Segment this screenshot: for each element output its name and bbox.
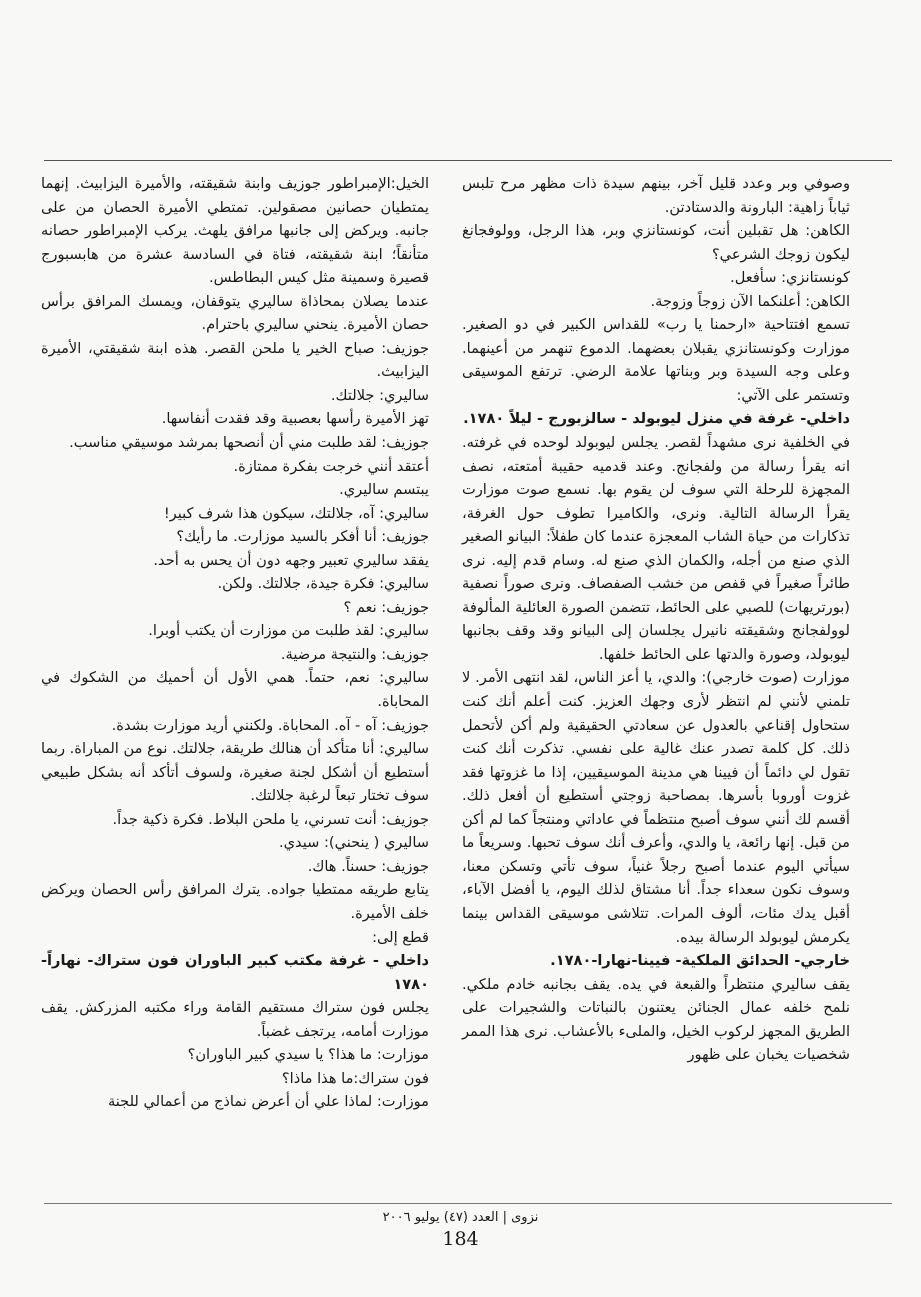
paragraph: تهز الأميرة رأسها بعصبية وقد فقدت أنفاسها. <box>161 410 429 428</box>
paragraph: يجلس فون ستراك مستقيم القامة وراء مكتبه المزركش. يقف موزارت أمامه، يرتجف غضباً. <box>41 999 429 1040</box>
paragraph: عندما يصلان بمحاذاة ساليري يتوقفان، ويمسك المرافق برأس حصان الأميرة. ينحني ساليري باحترام. <box>41 292 429 334</box>
paragraph: فون ستراك:ما هذا ماذا؟ <box>281 1069 429 1087</box>
paragraph: ساليري: لقد طلبت من موزارت أن يكتب أوبرا. <box>148 622 429 640</box>
paragraph: جوزيف: أنا أفكر بالسيد موزارت. ما رأيك؟ <box>176 528 429 546</box>
header-rule <box>44 160 892 161</box>
scene-heading: داخلي- غرفة في منزل ليوبولد - سالزبورج - ليلاً ١٧٨٠. <box>463 410 850 428</box>
paragraph: جوزيف: لقد طلبت مني أن أنصحها بمرشد موسيقي مناسب. <box>69 434 429 452</box>
paragraph: وصوفي وبر وعدد قليل آخر، بينهم سيدة ذات مظهر مرح تلبس ثياباً زاهية: البارونة والدستادتن. <box>462 175 850 216</box>
paragraph: جوزيف: صباح الخير يا ملحن القصر. هذه ابنة شقيقتي، الأميرة اليزابيث. <box>41 339 429 381</box>
paragraph: ساليري ( ينحني): سيدي. <box>278 834 429 852</box>
paragraph: جوزيف: أنت تسرني، يا ملحن البلاط. فكرة ذكية جداً. <box>112 810 429 828</box>
paragraph: الخيل:الإمبراطور جوزيف وابنة شقيقته، والأميرة اليزابيث. إنهما يمتطيان حصانين مصقولين. تمتطي الأميرة الحصان من على جانبه. ويركض إلى جانبها مرافق يلهث. يركب الإمبراطور حصانه متأنقاً؛ ابنة شقيقته، فتاة في السادسة عشرة من هابسبورج قصيرة وسمينة مثل كيس البطاطس. <box>41 175 429 287</box>
paragraph: يفقد ساليري تعبير وجهه دون أن يحس به أحد. <box>153 551 429 569</box>
paragraph: تسمع افتتاحية «ارحمنا يا رب» للقداس الكبير في دو الصغير. موزارت وكونستانزي يقبلان بعضهما. الدموع تنهمر من أعينهما. وعلى وجه السيدة وبر وبناتها علامة الرضي. ترتفع الموسيقى وتستمر على الآتي: <box>462 316 850 404</box>
paragraph: يقف ساليري منتظراً والقبعة في يده. يقف بجانبه خادم ملكي. نلمح خلفه عمال الجنائن يعتنون بالنباتات والشجيرات على الطريق المجهز لركوب الخيل، والملىء بالأعشاب. نرى هذا الممر شخصيات يخبان على ظهور <box>462 975 850 1064</box>
paragraph: ساليري: آه، جلالتك، سيكون هذا شرف كبير! <box>163 504 429 522</box>
paragraph: كونستانزي: سأفعل. <box>730 269 850 287</box>
paragraph: في الخلفية نرى مشهداً لقصر. يجلس ليوبولد لوحده في غرفته. انه يقرأ رسالة من ولفجانج. وعند قدميه حقيبة أمتعته، نصف المجهزة للرحلة التي سوف لن يقوم بها. نسمع صوت موزارت يقرأ الرسالة التالية. ونرى، والكاميرا تطوف حول الغرفة، تذكارات من حياة الشاب المعجزة عندما كان طفلاً: البيانو الصغير الذي صنع من أجله، والكمان الذي صنع له. وسام قدم إليه. نرى طائراً صغيراً في قفص من خشب الصفصاف. ونرى صوراً نصفية (بورتريهات) للصبي على الحائط، تتضمن الصورة العائلية المألوفة لوولفجانج وشقيقته نانيرل يجلسان إلى البيانو وقد وقف بجانبها ليوبولد، وصورة والدتها على الحائط خلفها. <box>462 434 850 663</box>
paragraph: قطع إلى: <box>372 928 429 946</box>
page-number: 184 <box>442 1228 479 1250</box>
paragraph: ساليري: فكرة جيدة، جلالتك. ولكن. <box>217 575 429 593</box>
issue-line: نزوى | العدد (٤٧) يوليو ٢٠٠٦ <box>382 1210 539 1225</box>
paragraph: جوزيف: نعم ؟ <box>343 598 429 616</box>
paragraph: ساليري: جلالتك. <box>330 386 429 404</box>
paragraph: موزارت: ما هذا؟ يا سيدي كبير الباوران؟ <box>187 1046 429 1064</box>
paragraph: الكاهن: هل تقبلين أنت، كونستانزي وبر، هذا الرجل، وولوفجانغ ليكون زوجك الشرعي؟ <box>462 222 850 263</box>
paragraph: موزارت (صوت خارجي): والدي، يا أعز الناس، لقد انتهى الأمر. لا تلمني لأنني لم انتظر لأرى وجهك العزيز. كنت أعلم أنك كنت ستحاول إقناعي بالعدول عن سعادتي الحقيقية ولم أكن لأتحمل ذلك. كل كلمة تصدر عنك غالية على نفسي. تذكرت أنك كنت تقول لي دائماً أن فيينا هي مدينة الموسيقيين، إذا ما غزوتها فقد غزوت أوروبا بأسرها. بمصاحبة زوجتي أستطيع أن أفعل ذلك. أقسم لك أنني سوف أصبح منتظماً في عاداتي ومنتجاً كما لم أكن من قبل. إنها رائعة، يا والدي، وأعرف أنك سوف تحبها. وسريعاً ما سيأتي اليوم عندما أصبح رجلاً غنياً، سوف تأتي وتسكن معنا، وسوف نكون سعداء جداً. أنا مشتاق لذلك اليوم، يا أفضل الآباء، أقبل يدك مئات، ألوف المرات. تتلاشى موسيقى القداس بينما يكرمش ليوبولد الرسالة بيده. <box>462 669 850 946</box>
text-column-left <box>41 172 429 1114</box>
scene-heading: داخلي - غرفة مكتب كبير الباوران فون ستراك- نهاراً- ١٧٨٠ <box>41 952 429 993</box>
paragraph: جوزيف: آه - آه. المحاباة. ولكنني أريد موزارت بشدة. <box>111 716 429 734</box>
scene-heading: خارجي- الحدائق الملكية- فيينا-نهارا-١٧٨٠. <box>550 952 850 970</box>
footer-rule <box>44 1203 892 1204</box>
paragraph: ساليري: نعم، حتماً. همي الأول أن أحميك من الشكوك في المحاباة. <box>41 669 429 711</box>
paragraph: موزارت: لماذا علي أن أعرض نماذج من أعمالي للجنة <box>107 1093 429 1111</box>
paragraph: ساليري: أنا متأكد أن هنالك طريقة، جلالتك. نوع من المباراة. ربما أستطيع أن أشكل لجنة صغيرة، ولسوف أتأكد أنه بشكل طبيعي سوف تختار تبعاً لرغبة جلالتك. <box>41 740 429 805</box>
paragraph: يبتسم ساليري. <box>339 481 429 499</box>
paragraph: أعتقد أنني خرجت بفكرة ممتازة. <box>233 457 429 475</box>
paragraph: جوزيف: والنتيجة مرضية. <box>280 645 429 663</box>
paragraph: الكاهن: أعلنكما الآن زوجاً وزوجة. <box>650 292 850 310</box>
text-column-right <box>462 172 850 1067</box>
paragraph: يتابع طريقه ممتطيا جواده. يترك المرافق رأس الحصان ويركض خلف الأميرة. <box>41 881 429 922</box>
paragraph: جوزيف: حسناً. هاك. <box>307 857 429 875</box>
